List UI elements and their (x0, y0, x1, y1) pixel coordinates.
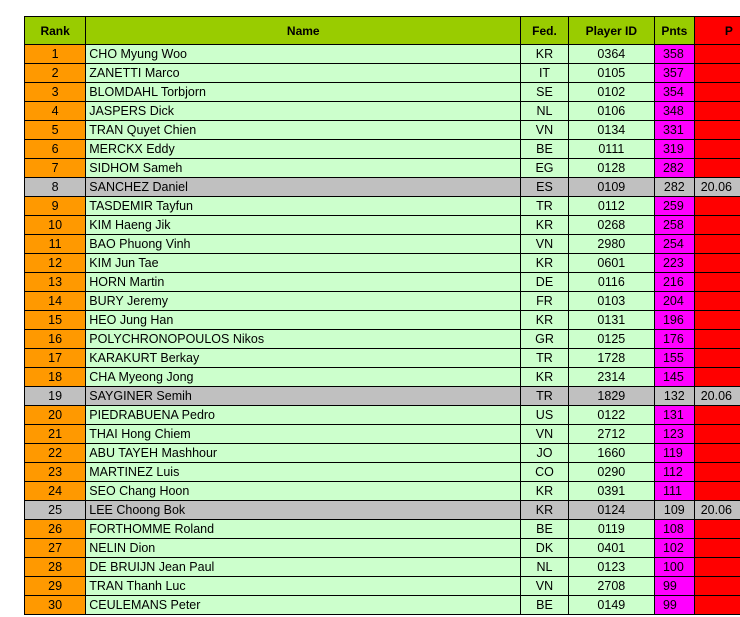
cell-player-id: 0111 (568, 140, 654, 159)
table-row (25, 596, 740, 615)
table-row (25, 83, 740, 102)
cell-fed: JO (521, 444, 568, 463)
table-row (25, 292, 740, 311)
table-row (25, 330, 740, 349)
cell-player-id: 0601 (568, 254, 654, 273)
ranking-table (24, 16, 740, 615)
cell-extra (694, 45, 740, 64)
cell-fed: VN (521, 425, 568, 444)
cell-name: THAI Hong Chiem (86, 425, 521, 444)
cell-rank: 13 (25, 273, 86, 292)
cell-fed: BE (521, 596, 568, 615)
table-row (25, 235, 740, 254)
cell-extra (694, 311, 740, 330)
cell-player-id: 0131 (568, 311, 654, 330)
cell-extra (694, 102, 740, 121)
cell-name: BLOMDAHL Torbjorn (86, 83, 521, 102)
cell-pnts: 109 (654, 501, 694, 520)
cell-pnts: 145 (654, 368, 694, 387)
cell-player-id: 1829 (568, 387, 654, 406)
cell-fed: KR (521, 501, 568, 520)
cell-rank: 20 (25, 406, 86, 425)
cell-player-id: 0122 (568, 406, 654, 425)
cell-player-id: 2980 (568, 235, 654, 254)
cell-name: SIDHOM Sameh (86, 159, 521, 178)
cell-fed: NL (521, 102, 568, 121)
cell-extra (694, 577, 740, 596)
cell-pnts: 282 (654, 178, 694, 197)
cell-fed: KR (521, 45, 568, 64)
cell-player-id: 0149 (568, 596, 654, 615)
cell-extra (694, 349, 740, 368)
cell-pnts: 196 (654, 311, 694, 330)
cell-rank: 15 (25, 311, 86, 330)
cell-name: MERCKX Eddy (86, 140, 521, 159)
table-row (25, 349, 740, 368)
header-pnts[interactable]: Pnts (654, 17, 694, 45)
cell-player-id: 0116 (568, 273, 654, 292)
cell-fed: DE (521, 273, 568, 292)
cell-extra (694, 216, 740, 235)
cell-pnts: 354 (654, 83, 694, 102)
cell-rank: 29 (25, 577, 86, 596)
cell-fed: EG (521, 159, 568, 178)
cell-pnts: 102 (654, 539, 694, 558)
cell-rank: 17 (25, 349, 86, 368)
cell-rank: 1 (25, 45, 86, 64)
cell-player-id: 0134 (568, 121, 654, 140)
cell-name: HEO Jung Han (86, 311, 521, 330)
cell-pnts: 111 (654, 482, 694, 501)
cell-player-id: 2314 (568, 368, 654, 387)
header-rank[interactable]: Rank (25, 17, 86, 45)
cell-name: TASDEMIR Tayfun (86, 197, 521, 216)
header-fed[interactable]: Fed. (521, 17, 568, 45)
cell-extra (694, 596, 740, 615)
cell-name: TRAN Thanh Luc (86, 577, 521, 596)
cell-rank: 3 (25, 83, 86, 102)
cell-extra (694, 463, 740, 482)
table-row (25, 311, 740, 330)
cell-rank: 22 (25, 444, 86, 463)
cell-player-id: 0391 (568, 482, 654, 501)
table-row (25, 482, 740, 501)
cell-player-id: 0109 (568, 178, 654, 197)
cell-fed: VN (521, 235, 568, 254)
header-extra[interactable]: P (694, 17, 740, 45)
table-row (25, 64, 740, 83)
cell-rank: 6 (25, 140, 86, 159)
cell-fed: TR (521, 349, 568, 368)
table-row (25, 178, 740, 197)
cell-extra (694, 482, 740, 501)
table-row (25, 102, 740, 121)
cell-rank: 27 (25, 539, 86, 558)
cell-name: ABU TAYEH Mashhour (86, 444, 521, 463)
cell-extra: 20.06 (694, 387, 740, 406)
cell-name: HORN Martin (86, 273, 521, 292)
cell-rank: 12 (25, 254, 86, 273)
cell-fed: IT (521, 64, 568, 83)
table-row (25, 159, 740, 178)
table-row (25, 197, 740, 216)
cell-pnts: 259 (654, 197, 694, 216)
cell-fed: US (521, 406, 568, 425)
table-row (25, 216, 740, 235)
cell-fed: TR (521, 387, 568, 406)
cell-pnts: 204 (654, 292, 694, 311)
cell-player-id: 0268 (568, 216, 654, 235)
cell-fed: SE (521, 83, 568, 102)
header-player-id[interactable]: Player ID (568, 17, 654, 45)
cell-rank: 14 (25, 292, 86, 311)
cell-extra (694, 159, 740, 178)
cell-name: KIM Haeng Jik (86, 216, 521, 235)
cell-rank: 25 (25, 501, 86, 520)
cell-player-id: 0290 (568, 463, 654, 482)
cell-player-id: 0401 (568, 539, 654, 558)
table-row (25, 520, 740, 539)
cell-extra (694, 83, 740, 102)
cell-player-id: 2712 (568, 425, 654, 444)
cell-player-id: 0112 (568, 197, 654, 216)
cell-pnts: 176 (654, 330, 694, 349)
cell-name: LEE Choong Bok (86, 501, 521, 520)
table-row (25, 444, 740, 463)
table-row (25, 425, 740, 444)
cell-name: JASPERS Dick (86, 102, 521, 121)
cell-name: NELIN Dion (86, 539, 521, 558)
cell-extra (694, 425, 740, 444)
table-row (25, 539, 740, 558)
cell-rank: 23 (25, 463, 86, 482)
cell-pnts: 112 (654, 463, 694, 482)
table-row (25, 387, 740, 406)
cell-pnts: 132 (654, 387, 694, 406)
cell-extra (694, 254, 740, 273)
cell-name: PIEDRABUENA Pedro (86, 406, 521, 425)
cell-name: CEULEMANS Peter (86, 596, 521, 615)
cell-pnts: 331 (654, 121, 694, 140)
table-row (25, 45, 740, 64)
cell-rank: 8 (25, 178, 86, 197)
cell-extra: 20.06 (694, 501, 740, 520)
cell-pnts: 282 (654, 159, 694, 178)
cell-player-id: 0119 (568, 520, 654, 539)
cell-extra (694, 235, 740, 254)
cell-pnts: 358 (654, 45, 694, 64)
cell-pnts: 348 (654, 102, 694, 121)
cell-name: SAYGINER Semih (86, 387, 521, 406)
table-row (25, 273, 740, 292)
cell-fed: CO (521, 463, 568, 482)
cell-player-id: 0103 (568, 292, 654, 311)
table-row (25, 463, 740, 482)
cell-pnts: 100 (654, 558, 694, 577)
cell-pnts: 258 (654, 216, 694, 235)
cell-extra (694, 273, 740, 292)
cell-fed: BE (521, 140, 568, 159)
cell-name: BURY Jeremy (86, 292, 521, 311)
cell-fed: FR (521, 292, 568, 311)
cell-rank: 4 (25, 102, 86, 121)
cell-name: CHO Myung Woo (86, 45, 521, 64)
cell-fed: KR (521, 311, 568, 330)
cell-fed: BE (521, 520, 568, 539)
cell-extra (694, 558, 740, 577)
header-row (25, 17, 740, 45)
cell-rank: 30 (25, 596, 86, 615)
table-row (25, 558, 740, 577)
cell-extra (694, 520, 740, 539)
cell-extra (694, 64, 740, 83)
cell-extra (694, 406, 740, 425)
cell-fed: GR (521, 330, 568, 349)
cell-player-id: 0364 (568, 45, 654, 64)
cell-pnts: 119 (654, 444, 694, 463)
cell-player-id: 1728 (568, 349, 654, 368)
cell-rank: 11 (25, 235, 86, 254)
table-row (25, 368, 740, 387)
table-row (25, 406, 740, 425)
cell-extra (694, 368, 740, 387)
cell-pnts: 123 (654, 425, 694, 444)
cell-player-id: 0123 (568, 558, 654, 577)
cell-fed: KR (521, 368, 568, 387)
cell-fed: NL (521, 558, 568, 577)
cell-pnts: 254 (654, 235, 694, 254)
cell-extra (694, 140, 740, 159)
cell-pnts: 216 (654, 273, 694, 292)
cell-player-id: 0128 (568, 159, 654, 178)
cell-rank: 21 (25, 425, 86, 444)
cell-fed: KR (521, 254, 568, 273)
cell-fed: ES (521, 178, 568, 197)
cell-pnts: 108 (654, 520, 694, 539)
cell-name: SEO Chang Hoon (86, 482, 521, 501)
cell-rank: 24 (25, 482, 86, 501)
cell-player-id: 2708 (568, 577, 654, 596)
cell-extra (694, 330, 740, 349)
cell-extra (694, 121, 740, 140)
cell-rank: 19 (25, 387, 86, 406)
cell-rank: 5 (25, 121, 86, 140)
cell-rank: 9 (25, 197, 86, 216)
cell-name: POLYCHRONOPOULOS Nikos (86, 330, 521, 349)
cell-name: TRAN Quyet Chien (86, 121, 521, 140)
cell-pnts: 99 (654, 577, 694, 596)
table-row (25, 501, 740, 520)
header-name[interactable]: Name (86, 17, 521, 45)
table-row (25, 121, 740, 140)
cell-player-id: 0125 (568, 330, 654, 349)
cell-extra (694, 292, 740, 311)
cell-player-id: 0105 (568, 64, 654, 83)
cell-rank: 10 (25, 216, 86, 235)
cell-pnts: 131 (654, 406, 694, 425)
cell-name: MARTINEZ Luis (86, 463, 521, 482)
cell-extra: 20.06 (694, 178, 740, 197)
cell-name: KIM Jun Tae (86, 254, 521, 273)
cell-fed: KR (521, 482, 568, 501)
cell-extra (694, 197, 740, 216)
cell-name: KARAKURT Berkay (86, 349, 521, 368)
cell-fed: TR (521, 197, 568, 216)
table-row (25, 254, 740, 273)
ranking-table-container (24, 16, 740, 615)
table-row (25, 140, 740, 159)
cell-name: FORTHOMME Roland (86, 520, 521, 539)
cell-rank: 18 (25, 368, 86, 387)
cell-name: BAO Phuong Vinh (86, 235, 521, 254)
cell-pnts: 319 (654, 140, 694, 159)
cell-fed: DK (521, 539, 568, 558)
cell-rank: 2 (25, 64, 86, 83)
cell-player-id: 0106 (568, 102, 654, 121)
table-body (25, 45, 740, 615)
cell-pnts: 357 (654, 64, 694, 83)
cell-name: ZANETTI Marco (86, 64, 521, 83)
cell-extra (694, 444, 740, 463)
cell-player-id: 0102 (568, 83, 654, 102)
cell-player-id: 1660 (568, 444, 654, 463)
cell-name: DE BRUIJN Jean Paul (86, 558, 521, 577)
cell-name: CHA Myeong Jong (86, 368, 521, 387)
cell-extra (694, 539, 740, 558)
cell-fed: VN (521, 121, 568, 140)
cell-rank: 28 (25, 558, 86, 577)
cell-rank: 7 (25, 159, 86, 178)
cell-player-id: 0124 (568, 501, 654, 520)
cell-rank: 26 (25, 520, 86, 539)
cell-pnts: 223 (654, 254, 694, 273)
cell-name: SANCHEZ Daniel (86, 178, 521, 197)
cell-fed: VN (521, 577, 568, 596)
table-row (25, 577, 740, 596)
cell-rank: 16 (25, 330, 86, 349)
cell-pnts: 99 (654, 596, 694, 615)
cell-fed: KR (521, 216, 568, 235)
cell-pnts: 155 (654, 349, 694, 368)
